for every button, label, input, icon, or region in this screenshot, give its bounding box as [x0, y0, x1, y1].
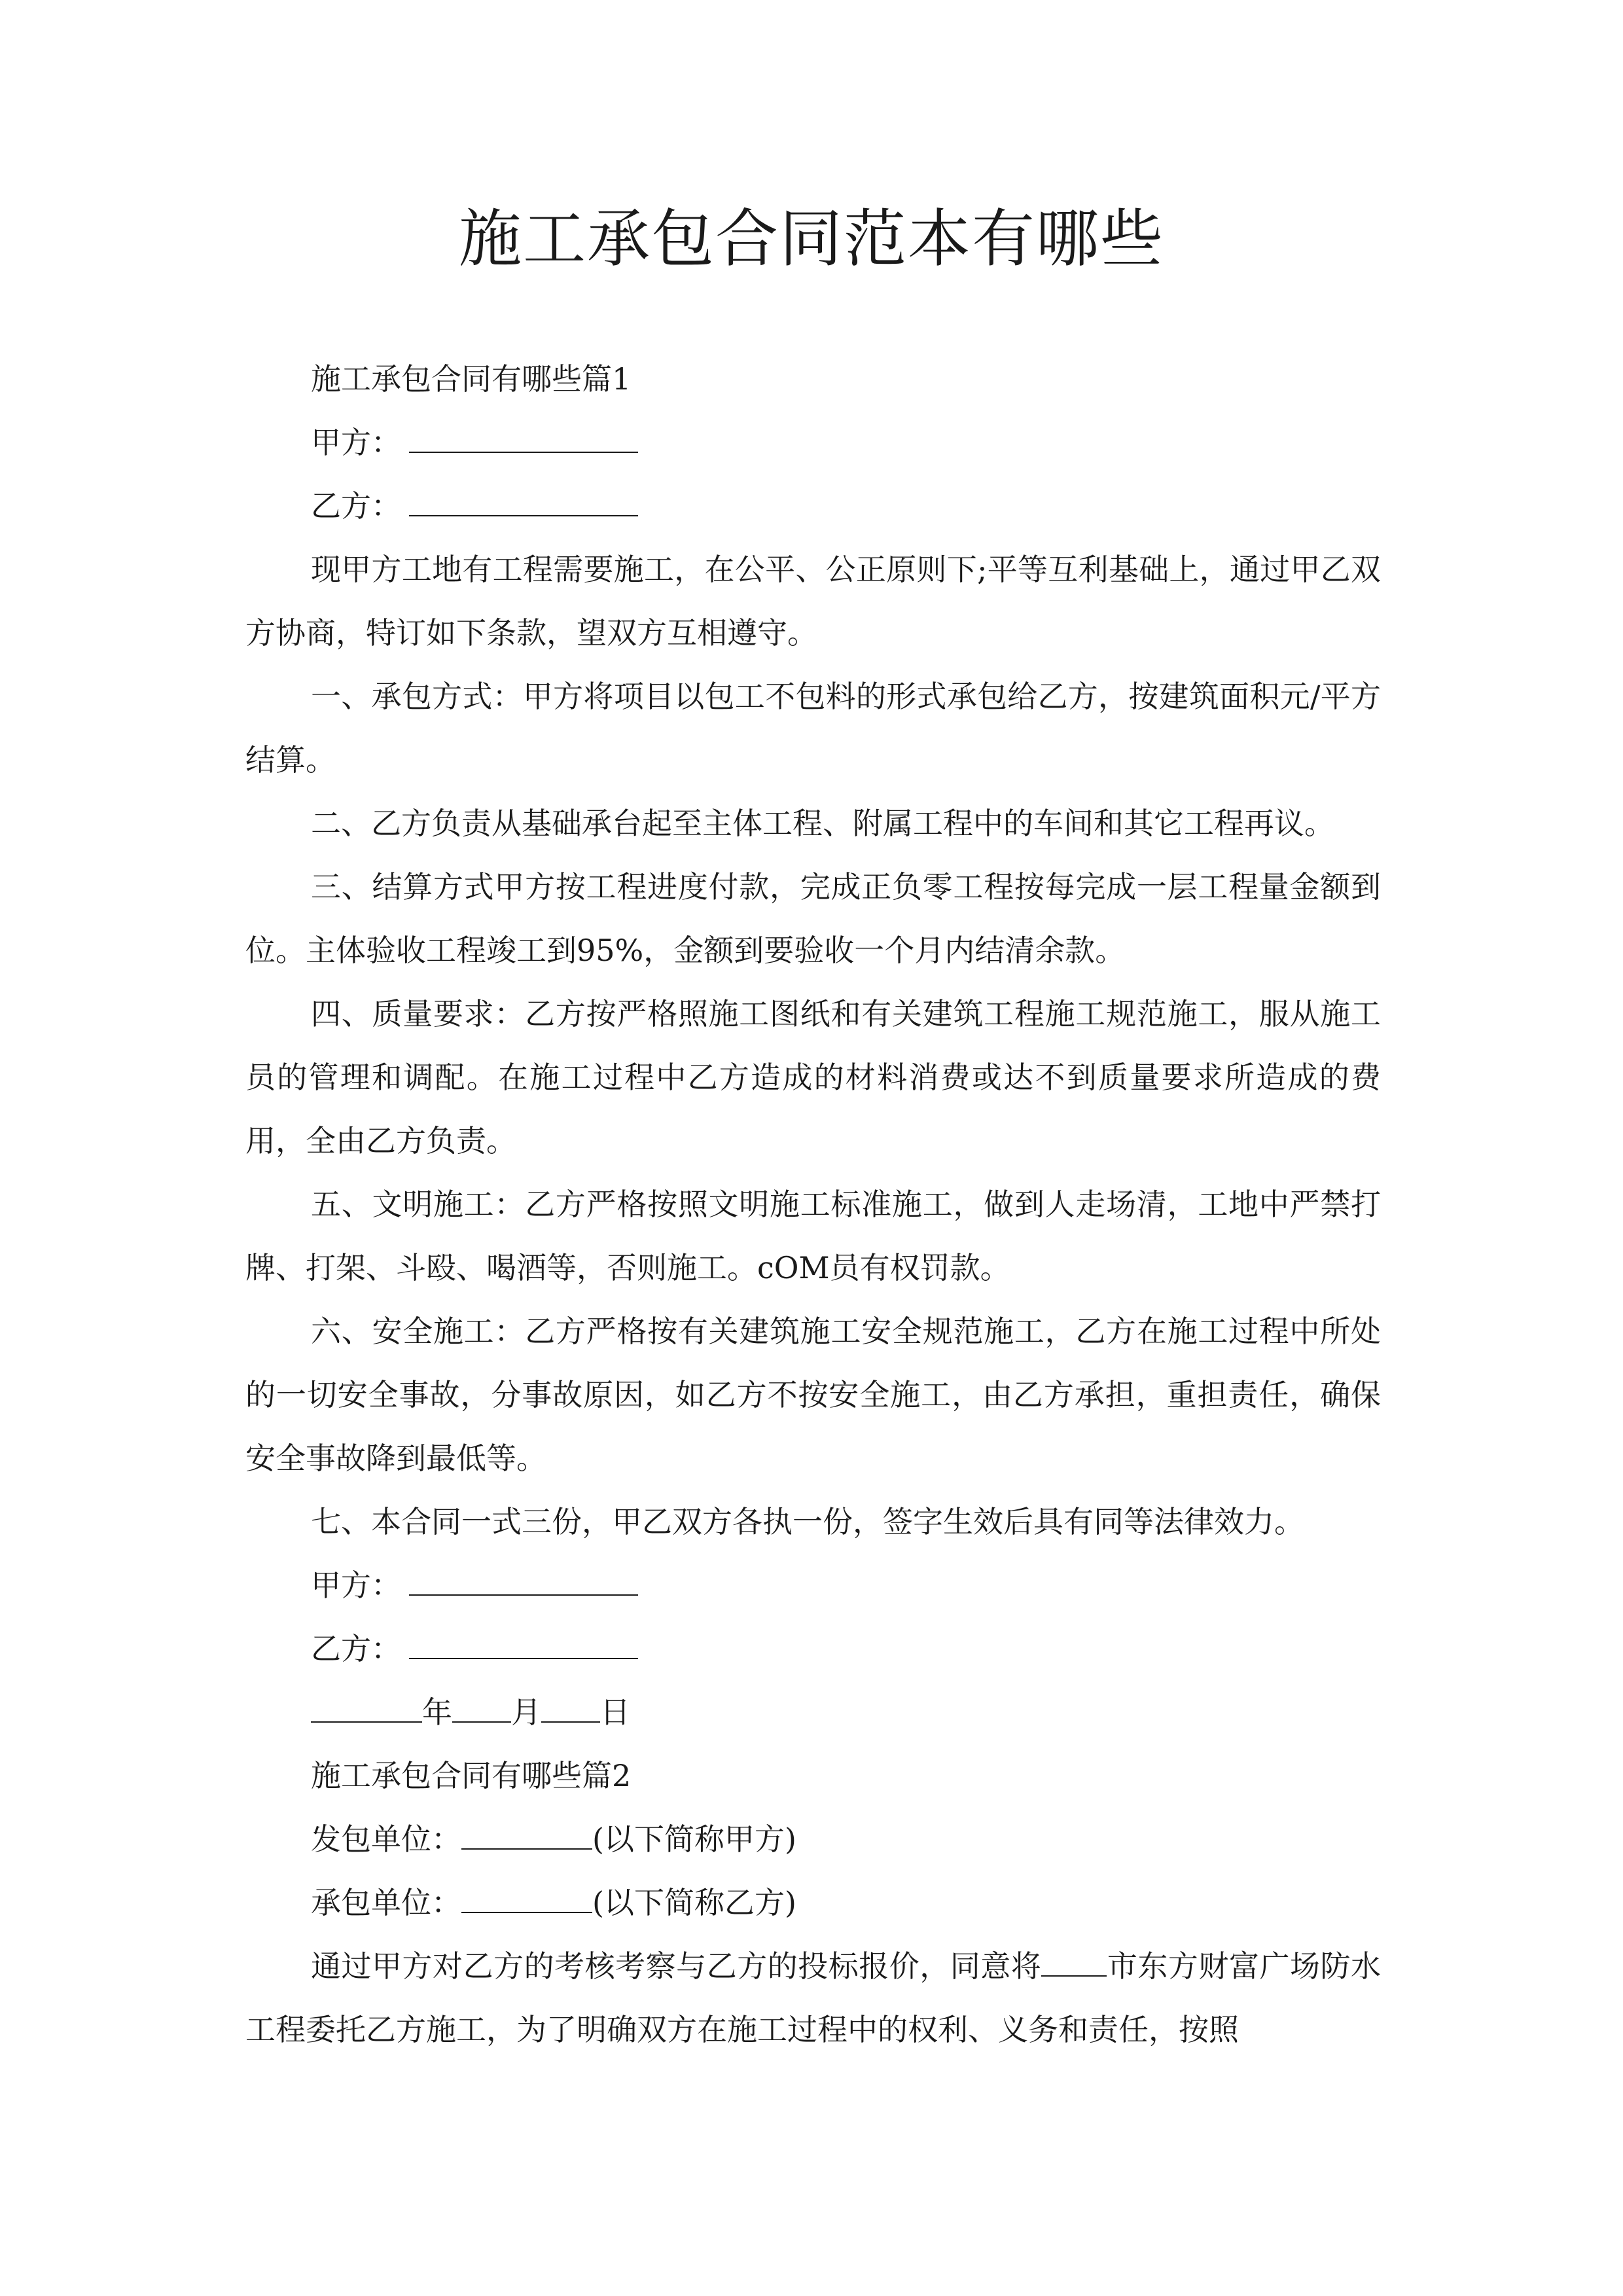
- section-heading-1: 施工承包合同有哪些篇1: [311, 361, 632, 397]
- clause-3: 三、结算方式甲方按工程进度付款，完成正负零工程按每完成一层工程量金额到位。主体验收工程竣工到95%，金额到要验收一个月内结清余款。: [245, 869, 1381, 968]
- party-b-label: 乙方：: [311, 488, 401, 524]
- year-label: 年: [422, 1695, 452, 1730]
- day-blank[interactable]: [541, 1682, 600, 1723]
- day-label: 日: [600, 1695, 630, 1730]
- section-heading-2: 施工承包合同有哪些篇2: [311, 1758, 632, 1793]
- month-blank[interactable]: [452, 1682, 511, 1723]
- party-a-line: [245, 411, 1381, 475]
- clause-7: 七、本合同一式三份，甲乙双方各执一份，签字生效后具有同等法律效力。: [311, 1504, 1304, 1539]
- party-b-line: [245, 475, 1381, 538]
- party-a-label: 甲方：: [311, 425, 401, 460]
- city-blank[interactable]: [1041, 1936, 1107, 1977]
- party-b-blank[interactable]: [409, 476, 638, 516]
- month-label: 月: [511, 1695, 541, 1730]
- issuer-label: 发包单位：: [311, 1821, 461, 1857]
- document-body: [245, 348, 1381, 2062]
- clause-2: 二、乙方负责从基础承台起至主体工程、附属工程中的车间和其它工程再议。: [311, 806, 1334, 841]
- clause-4: 四、质量要求：乙方按严格照施工图纸和有关建筑工程施工规范施工，服从施工员的管理和调配。在施工过程中乙方造成的材料消费或达不到质量要求所造成的费用，全由乙方负责。: [245, 996, 1381, 1158]
- part2-intro-after: 市东方财富广场防水工程委托乙方施工，为了明确双方在施工过程中的权利、义务和责任，按照: [245, 1948, 1382, 2047]
- sign-b-line: [245, 1617, 1381, 1681]
- sign-b-label: 乙方：: [311, 1631, 401, 1666]
- year-blank[interactable]: [311, 1682, 422, 1723]
- part2-intro: [245, 1935, 1381, 2062]
- contractor-line: [245, 1871, 1381, 1935]
- contractor-blank[interactable]: [461, 1873, 592, 1913]
- document-title: 施工承包合同范本有哪些: [459, 202, 1164, 276]
- contractor-label: 承包单位：: [311, 1885, 461, 1920]
- clause-5: 五、文明施工：乙方严格按照文明施工标准施工，做到人走场清，工地中严禁打牌、打架、斗殴、喝酒等，否则施工。cOM员有权罚款。: [245, 1187, 1381, 1285]
- party-a-blank[interactable]: [409, 412, 638, 453]
- date-line: [245, 1681, 1381, 1744]
- issuer-blank[interactable]: [461, 1809, 592, 1850]
- part2-intro-before: 通过甲方对乙方的考核考察与乙方的投标报价，同意将: [311, 1948, 1042, 1984]
- issuer-line: [245, 1808, 1381, 1871]
- intro-paragraph: 现甲方工地有工程需要施工，在公平、公正原则下;平等互利基础上，通过甲乙双方协商，特订如下条款，望双方互相遵守。: [245, 552, 1381, 651]
- sign-a-blank[interactable]: [409, 1555, 638, 1596]
- clause-1: 一、承包方式：甲方将项目以包工不包料的形式承包给乙方，按建筑面积元/平方结算。: [245, 679, 1381, 778]
- contractor-suffix: (以下简称乙方): [592, 1885, 796, 1920]
- clause-6: 六、安全施工：乙方严格按有关建筑施工安全规范施工，乙方在施工过程中所处的一切安全事故，分事故原因，如乙方不按安全施工，由乙方承担，重担责任，确保安全事故降到最低等。: [245, 1314, 1381, 1476]
- sign-a-line: [245, 1554, 1381, 1617]
- sign-a-label: 甲方：: [311, 1568, 401, 1603]
- issuer-suffix: (以下简称甲方): [592, 1821, 796, 1857]
- sign-b-blank[interactable]: [409, 1619, 638, 1659]
